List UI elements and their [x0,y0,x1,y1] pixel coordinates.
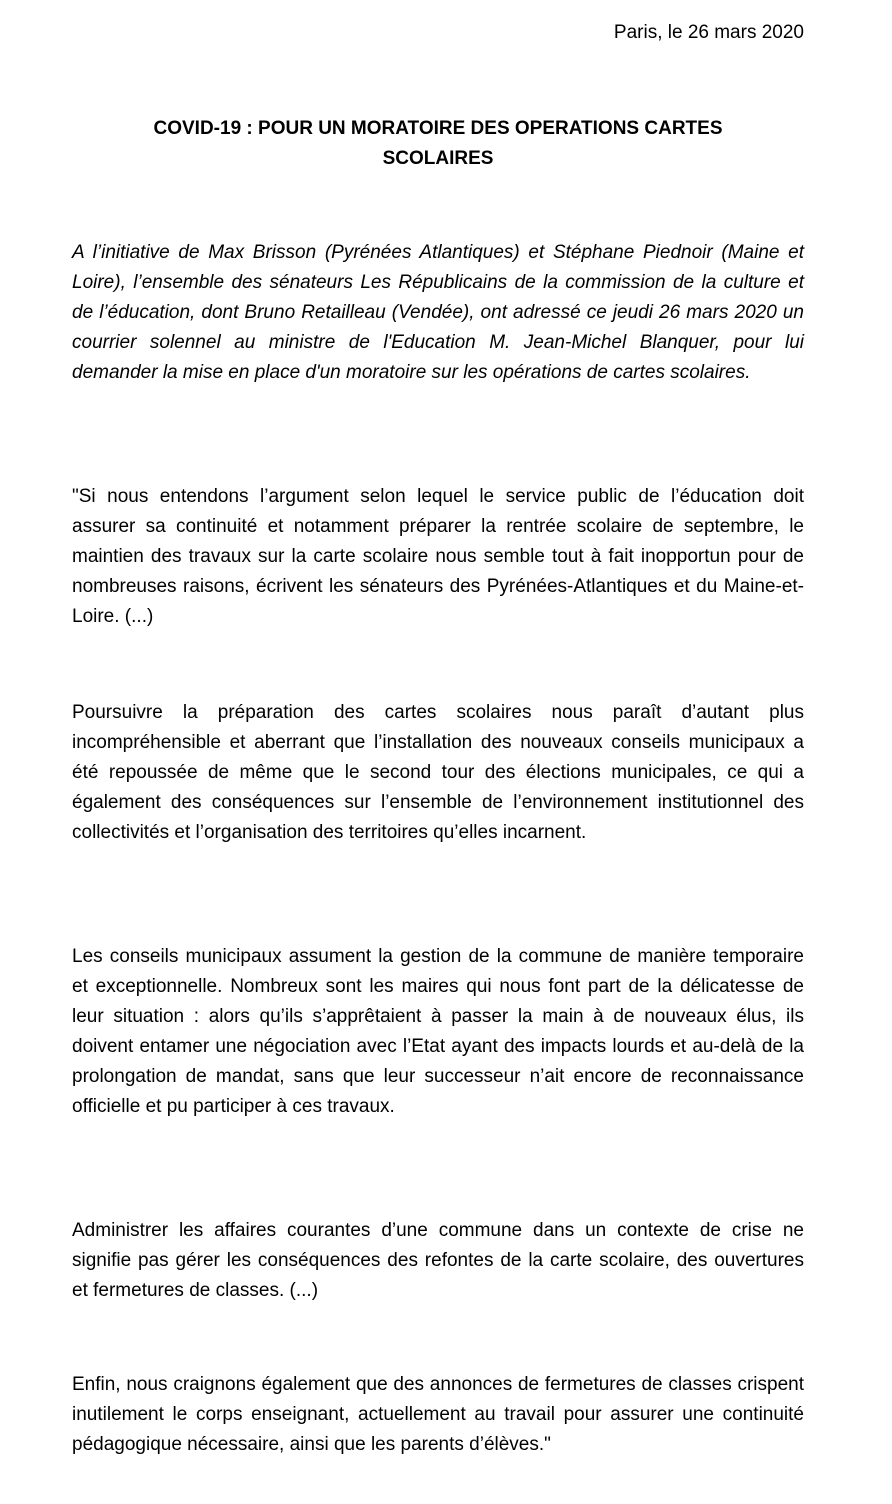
title-line-1: COVID-19 : POUR UN MORATOIRE DES OPERATIONS CARTES [153,118,723,139]
date-line: Paris, le 26 mars 2020 [613,22,804,43]
body-paragraph-3: Les conseils municipaux assument la gestion de la commune de manière temporaire et exceptionnelle. Nombreux sont les maires qui nous font part de la délicatesse de leur situation : alors qu’ils s’apprêtaient à passer la main à de nouveaux élus, ils doivent entamer une négociation avec l’Etat ayant des impacts lourds et au-delà de la prolongation de mandat, sans que leur successeur n’ait encore de reconnaissance officielle et pu participer à ces travaux. [72,946,804,1117]
document-title [72,114,804,174]
body-paragraph-4: Administrer les affaires courantes d’une commune dans un contexte de crise ne signifie pas gérer les conséquences des refontes de la carte scolaire, des ouvertures et fermetures de classes. (...) [72,1220,804,1301]
body-paragraph-1: "Si nous entendons l’argument selon lequel le service public de l’éducation doit assurer sa continuité et notamment préparer la rentrée scolaire de septembre, le maintien des travaux sur la carte scolaire nous semble tout à fait inopportun pour de nombreuses raisons, écrivent les sénateurs des Pyrénées-Atlantiques et du Maine-et-Loire. (...) [72,486,804,627]
body-paragraph-2: Poursuivre la préparation des cartes scolaires nous paraît d’autant plus incompréhensible et aberrant que l’installation des nouveaux conseils municipaux a été repoussée de même que le second tour des élections municipales, ce qui a également des conséquences sur l’ensemble de l’environnement institutionnel des collectivités et l’organisation des territoires qu’elles incarnent. [72,702,804,843]
intro-paragraph: A l’initiative de Max Brisson (Pyrénées Atlantiques) et Stéphane Piednoir (Maine et Loire), l’ensemble des sénateurs Les Républicains de la commission de la culture et de l’éducation, dont Bruno Retailleau (Vendée), ont adressé ce jeudi 26 mars 2020 un courrier solennel au ministre de l'Education M. Jean-Michel Blanquer, pour lui demander la mise en place d'un moratoire sur les opérations de cartes scolaires. [72,242,804,383]
body-paragraph-5: Enfin, nous craignons également que des annonces de fermetures de classes crispent inutilement le corps enseignant, actuellement au travail pour assurer une continuité pédagogique nécessaire, ainsi que les parents d’élèves." [72,1374,804,1455]
title-line-2: SCOLAIRES [382,148,494,169]
